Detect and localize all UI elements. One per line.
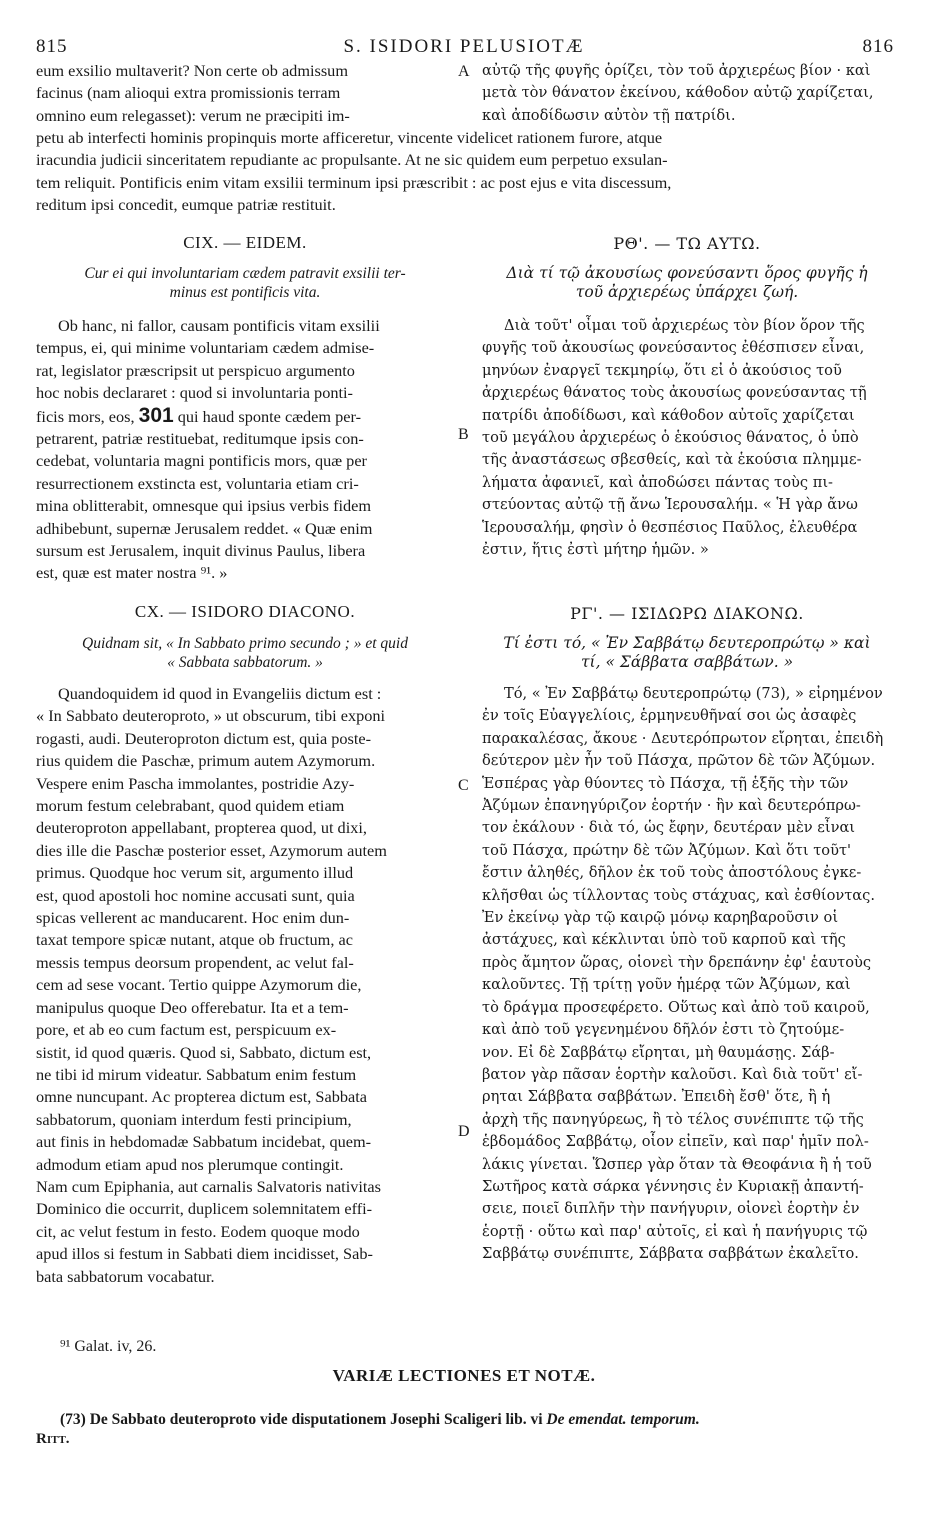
text-line: Διὰ τοῦτ' οἶμαι τοῦ ἀρχιερέως τὸν βίον ὅρον τῆς bbox=[504, 317, 865, 334]
text-fragment: ficis mors, eos, bbox=[36, 406, 139, 426]
text-line: ἔστιν ἀληθές, δῆλον ἐκ τοῦ τοὺς ἀποστόλους ἐγκε- bbox=[482, 864, 862, 882]
text-line: ἀρχὴ τῆς πανηγύρεως, ἢ τὸ τέλος συνέπιπτε τῷ τῆς bbox=[482, 1110, 864, 1128]
margin-letter-b: B bbox=[458, 426, 469, 443]
text-line: Ἱερουσαλήμ, φησὶν ὁ θεσπέσιος Παῦλος, ἐλευθέρα bbox=[482, 518, 858, 536]
page-number-right: 816 bbox=[862, 36, 894, 57]
text-line: Cur ei qui involuntariam cædem patravit exsilii ter- bbox=[84, 265, 406, 282]
text-line: deuteroproton appellabant, propterea quod, ut dixi, bbox=[36, 818, 367, 838]
greek-text-cix bbox=[482, 315, 892, 561]
text-line: Ἑσπέρας γὰρ θύοντες τὸ Πάσχα, τῇ ἑξῆς τὴν τῶν bbox=[482, 774, 849, 792]
text-line: cedebat, voluntaria magni pontificis mors, quæ per bbox=[36, 451, 367, 471]
text-line: mina oblitterabit, omnesque qui ipsius verbis fidem bbox=[36, 496, 372, 516]
latin-summary bbox=[36, 634, 454, 672]
margin-letter-d: D bbox=[458, 1123, 470, 1140]
latin-letter-heading: CIX. — EIDEM. bbox=[183, 233, 307, 252]
running-title: S. ISIDORI PELUSIOTÆ bbox=[343, 36, 585, 57]
greek-letter-heading: ΡΘ'. — ΤΩ ΑΥΤΩ. bbox=[613, 234, 761, 253]
text-line: ρηται Σάββατα σαββάτων. Ἐπειδὴ ἔσθ' ὅτε, ἢ ἡ bbox=[482, 1088, 831, 1106]
text-line: πατρίδι ἀποδίδωσι, καὶ κάθοδον αὐτοῖς χαρίζεται bbox=[482, 406, 855, 424]
text-line: βατον γὰρ πᾶσαν ἑορτὴν καλοῦσι. Καὶ διὰ τοῦτ' εἴ- bbox=[482, 1065, 863, 1083]
text-line: tempus, ei, qui minime voluntariam cædem admise- bbox=[36, 338, 375, 358]
text-line: rogasti, audi. Deuteroproton dictum est, quia poste- bbox=[36, 728, 372, 748]
text-line: eum exsilio multaverit? Non certe ob admissum bbox=[36, 61, 348, 80]
text-line: iracundia judicii sinceritatem repudiante ac propulsante. At ne sic quidem eum perpetuo exsulan- bbox=[36, 150, 668, 170]
text-line: μηνύων ἐναργεῖ τεκμηρίῳ, ὅτι εἰ ὁ ἀκούσιος τοῦ bbox=[482, 361, 842, 379]
text-line: sursum est Jerusalem, inquit divinus Paulus, libera bbox=[36, 541, 366, 561]
greek-letter-heading: ΡΓ'. — ΙΣΙΔΩΡΩ ΔΙΑΚΟΝΩ. bbox=[570, 604, 804, 623]
text-line: στεύοντας αὐτῷ τῇ ἄνω Ἱερουσαλήμ. « Ἡ γὰρ ἄνω bbox=[482, 496, 858, 514]
text-line: λάκις γίνεται. Ὥσπερ γὰρ ὅταν τὰ Θεοφάνια ἢ ἡ τοῦ bbox=[482, 1155, 872, 1173]
text-line: est, quod apostoli hoc nomine accusati sunt, quia bbox=[36, 885, 355, 905]
text-line: est, quæ est mater nostra ⁹¹. » bbox=[36, 563, 228, 583]
text-line: τί, « Σάββατα σαββάτων. » bbox=[580, 653, 794, 671]
latin-text-cx bbox=[36, 683, 454, 1288]
text-line: πρὸς ἄμητον ὥρας, οἱονεὶ τὴν δρεπάνην ἐφ' ἑαυτοὺς bbox=[482, 953, 872, 971]
text-line: Διὰ τί τῷ ἀκουσίως φονεύσαντι ὅρος φυγῆς ἡ bbox=[506, 264, 868, 282]
text-line: cit, ac velut festum in festo. Eodem quoque modo bbox=[36, 1221, 360, 1241]
text-line: rius quidem die Paschæ, primum autem Azymorum. bbox=[36, 751, 376, 771]
text-line: Σαββάτῳ συνέπιπτε, Σάββατα σαββάτων ἐκαλεῖτο. bbox=[482, 1245, 859, 1263]
text-line: cem ad sese vocant. Tertio quippe Azymorum die, bbox=[36, 975, 362, 995]
text-line: καὶ ἀπὸ τοῦ γεγενημένου δῆλόν ἐστι τὸ ζητούμε- bbox=[482, 1021, 845, 1039]
text-line: Ἐν ἐκείνῳ γὰρ τῷ καιρῷ μόνῳ καρηβαροῦσιν οἱ bbox=[482, 909, 839, 927]
latin-summary bbox=[36, 264, 454, 302]
text-line: Dominico die occurrit, duplicem solemnitatem effi- bbox=[36, 1199, 373, 1219]
text-line: Τί ἐστι τό, « Ἐν Σαββάτῳ δευτεροπρώτῳ » καὶ bbox=[503, 634, 871, 652]
text-line: δεύτερον μὲν ἦν τοῦ Πάσχα, πρῶτον δὲ τῶν Ἀζύμων. bbox=[482, 752, 876, 770]
margin-letter-c: C bbox=[458, 777, 469, 794]
note-title-italic: De emendat. temporum. bbox=[546, 1411, 700, 1428]
text-line: taxat tempore spicæ nutant, atque ob fructum, ac bbox=[36, 930, 353, 950]
text-line: petrarent, patriæ restituebat, reditumque ipsis con- bbox=[36, 429, 364, 449]
text-fragment: qui haud sponte cædem per- bbox=[173, 406, 362, 426]
text-line: tem reliquit. Pontificis enim vitam exsilii terminum ipsi præscribit : ac post ejus e vita discessum, bbox=[36, 172, 672, 192]
text-line: omne nuncupant. Ac propterea dictum est, Sabbata bbox=[36, 1087, 367, 1107]
text-line: τοῦ μεγάλου ἀρχιερέως ὁ ἑκούσιος θάνατος, ὁ ὑπὸ bbox=[482, 429, 859, 447]
text-line: τὸ δράγμα προσεφέρετο. Οὕτως καὶ ἀπὸ τοῦ καιροῦ, bbox=[482, 998, 870, 1016]
text-line: « In Sabbato deuteroproto, » ut obscurum, tibi exponi bbox=[36, 706, 386, 726]
text-line: τοῦ Πάσχα, πρώτην δὲ τῶν Ἀζύμων. Καὶ ὅτι τοῦτ' bbox=[482, 841, 852, 859]
text-line: manipulus quoque Deo offerebatur. Ita et a tem- bbox=[36, 997, 349, 1017]
text-line: καὶ ἀποδίδωσιν αὐτὸν τῇ πατρίδι. bbox=[482, 106, 736, 124]
text-line: φυγῆς τοῦ ἀκουσίως φονεύσαντος ἐθέσπισεν εἶναι, bbox=[482, 339, 865, 357]
greek-summary bbox=[482, 634, 892, 672]
margin-letter-a: A bbox=[458, 63, 470, 80]
note-73 bbox=[60, 1410, 896, 1430]
text-line: minus est pontificis vita. bbox=[169, 284, 321, 301]
text-line: rat, legislator præscripsit ut perspicuo argumento bbox=[36, 360, 355, 380]
text-line: Quandoquidem id quod in Evangeliis dictum est : bbox=[58, 684, 382, 703]
text-line: pore, et ab eo cum factum est, perspicuum ex- bbox=[36, 1020, 337, 1040]
text-line: sistit, id quod quæris. Quod si, Sabbato, dictum est, bbox=[36, 1042, 372, 1062]
text-line: τον ἐκάλουν · διὰ τό, ὡς ἔφην, δευτέραν μὲν εἶναι bbox=[482, 819, 856, 837]
intro-full-width bbox=[36, 127, 892, 217]
text-line: ἑβδομάδος Σαββάτῳ, οἷον εἰπεῖν, καὶ παρ' ἡμῖν πολ- bbox=[482, 1133, 869, 1151]
text-line: τοῦ ἀρχιερέως ὑπάρχει ζωή. bbox=[575, 283, 799, 301]
text-line: κλῆσθαι ὡς τίλλοντας τοὺς στάχυας, καὶ ἐσθίοντας. bbox=[482, 886, 875, 904]
text-line: reditum ipsi concedit, eumque patriæ restituit. bbox=[36, 195, 336, 215]
text-line: aut finis in hebdomadæ Sabbatum incidebat, quem- bbox=[36, 1132, 372, 1152]
text-line: λήματα ἀφανιεῖ, καὶ ἀποδώσει πάντας τοὺς πι- bbox=[482, 473, 833, 491]
intro-greek bbox=[482, 60, 892, 127]
text-line bbox=[36, 405, 454, 428]
text-line: ἀστάχυες, καὶ κέκλινται ὑπὸ τοῦ καρποῦ καὶ τῆς bbox=[482, 931, 846, 949]
text-line: Quidnam sit, « In Sabbato primo secundo ; » et quid bbox=[82, 635, 408, 652]
text-line: messis tempus deorsum propendent, ac velut fal- bbox=[36, 952, 354, 972]
text-line: καλοῦντες. Τῇ τρίτῃ γοῦν ἡμέρᾳ τῶν Ἀζύμων, καὶ bbox=[482, 976, 851, 994]
text-line: ἀρχιερέως θάνατος τοὺς ἀκουσίως φονεύσαντας τῇ bbox=[482, 384, 867, 402]
text-line: τῆς ἀναστάσεως σβεσθείς, καὶ τὰ ἑκούσια πλημμε- bbox=[482, 451, 862, 469]
text-line: ἐν τοῖς Εὐαγγελίοις, ἑρμηνευθῆναί σοι ὡς ἀσαφὲς bbox=[482, 707, 857, 725]
text-line: omnino eum relegasset): verum ne præcipiti im- bbox=[36, 105, 350, 125]
text-line: ne tibi id mirum videatur. Sabbatum enim festum bbox=[36, 1064, 357, 1084]
text-line: petu ab interfecti hominis propinquis morte afficeretur, vincente videlicet rationem furore, atque bbox=[36, 128, 663, 147]
greek-text-cx bbox=[482, 683, 892, 1266]
text-line: admodum etiam apud nos plerumque contingit. bbox=[36, 1154, 344, 1174]
text-line: morum festum celebrabant, quod quidem etiam bbox=[36, 796, 345, 816]
text-line: sabbatorum, quoniam interdum festi principium, bbox=[36, 1109, 352, 1129]
column-number: 301 bbox=[138, 403, 174, 427]
latin-letter-heading: CX. — ISIDORO DIACONO. bbox=[134, 602, 356, 621]
note-attribution: Ritt. bbox=[36, 1431, 70, 1447]
page-number-left: 815 bbox=[36, 36, 68, 57]
text-line: ἑορτῇ · οὕτω καὶ παρ' αὐτοῖς, εἰ καὶ ἡ πανήγυρις τῷ bbox=[482, 1222, 868, 1240]
notes-heading: VARIÆ LECTIONES ET NOTÆ. bbox=[332, 1366, 596, 1385]
text-line: spicas vellerent ac manducarent. Hoc enim dun- bbox=[36, 908, 350, 928]
text-line: hoc nobis declararet : quod si involuntaria ponti- bbox=[36, 383, 353, 403]
footnote: ⁹¹ Galat. iv, 26. bbox=[60, 1338, 157, 1355]
text-line: σειε, ποιεῖ διπλῆν τὴν πανήγυριν, οἱονεὶ ἑορτὴν ἐν bbox=[482, 1200, 860, 1218]
text-line: αὐτῷ τῆς φυγῆς ὁρίζει, τὸν τοῦ ἀρχιερέως βίον · καὶ bbox=[482, 62, 871, 79]
latin-text-cix bbox=[36, 315, 454, 585]
text-line: νον. Εἰ δὲ Σαββάτῳ εἴρηται, μὴ θαυμάσῃς. Σάβ- bbox=[482, 1043, 835, 1061]
text-line: facinus (nam alioqui extra promissionis terram bbox=[36, 83, 341, 103]
text-line: apud illos si festum in Sabbati diem incidisset, Sab- bbox=[36, 1244, 373, 1264]
text-line: Τό, « Ἐν Σαββάτῳ δευτεροπρώτῳ (73), » εἰρημένον bbox=[504, 685, 883, 702]
text-line: dies ille die Paschæ posterior esset, Azymorum autem bbox=[36, 840, 387, 860]
text-line: παρακαλέσας, ἄκουε · Δευτερόπρωτον εἴρηται, ἐπειδὴ bbox=[482, 729, 884, 747]
text-line: adhibebunt, supernæ Jerusalem reddet. « Quæ enim bbox=[36, 518, 373, 538]
text-line: bata sabbatorum vocabatur. bbox=[36, 1266, 215, 1286]
greek-summary bbox=[482, 264, 892, 302]
text-line: Nam cum Epiphania, aut carnalis Salvatoris nativitas bbox=[36, 1176, 381, 1196]
text-line: primus. Quodque hoc verum sit, argumento illud bbox=[36, 863, 354, 883]
note-text: (73) De Sabbato deuteroproto vide disputationem Josephi Scaligeri lib. vi bbox=[60, 1411, 547, 1428]
intro-latin bbox=[36, 60, 454, 127]
text-line: μετὰ τὸν θάνατον ἐκείνου, κάθοδον αὐτῷ χαρίζεται, bbox=[482, 84, 874, 102]
text-line: Ob hanc, ni fallor, causam pontificis vitam exsilii bbox=[58, 316, 380, 335]
text-line: Σωτῆρος κατὰ σάρκα γέννησις ἐν Κυριακῇ ἀπαντή- bbox=[482, 1177, 864, 1195]
text-line: ἐστιν, ἥτις ἐστὶ μήτηρ ἡμῶν. » bbox=[482, 541, 709, 559]
text-line: Ἀζύμων ἐπανηγύριζον ἑορτήν · ἣν καὶ δευτερόπρω- bbox=[482, 797, 861, 815]
text-line: « Sabbata sabbatorum. » bbox=[167, 654, 323, 671]
text-line: Vespere enim Pascha immolantes, postridie Azy- bbox=[36, 773, 355, 793]
text-line: resurrectionem exstincta est, voluntaria etiam cri- bbox=[36, 473, 359, 493]
